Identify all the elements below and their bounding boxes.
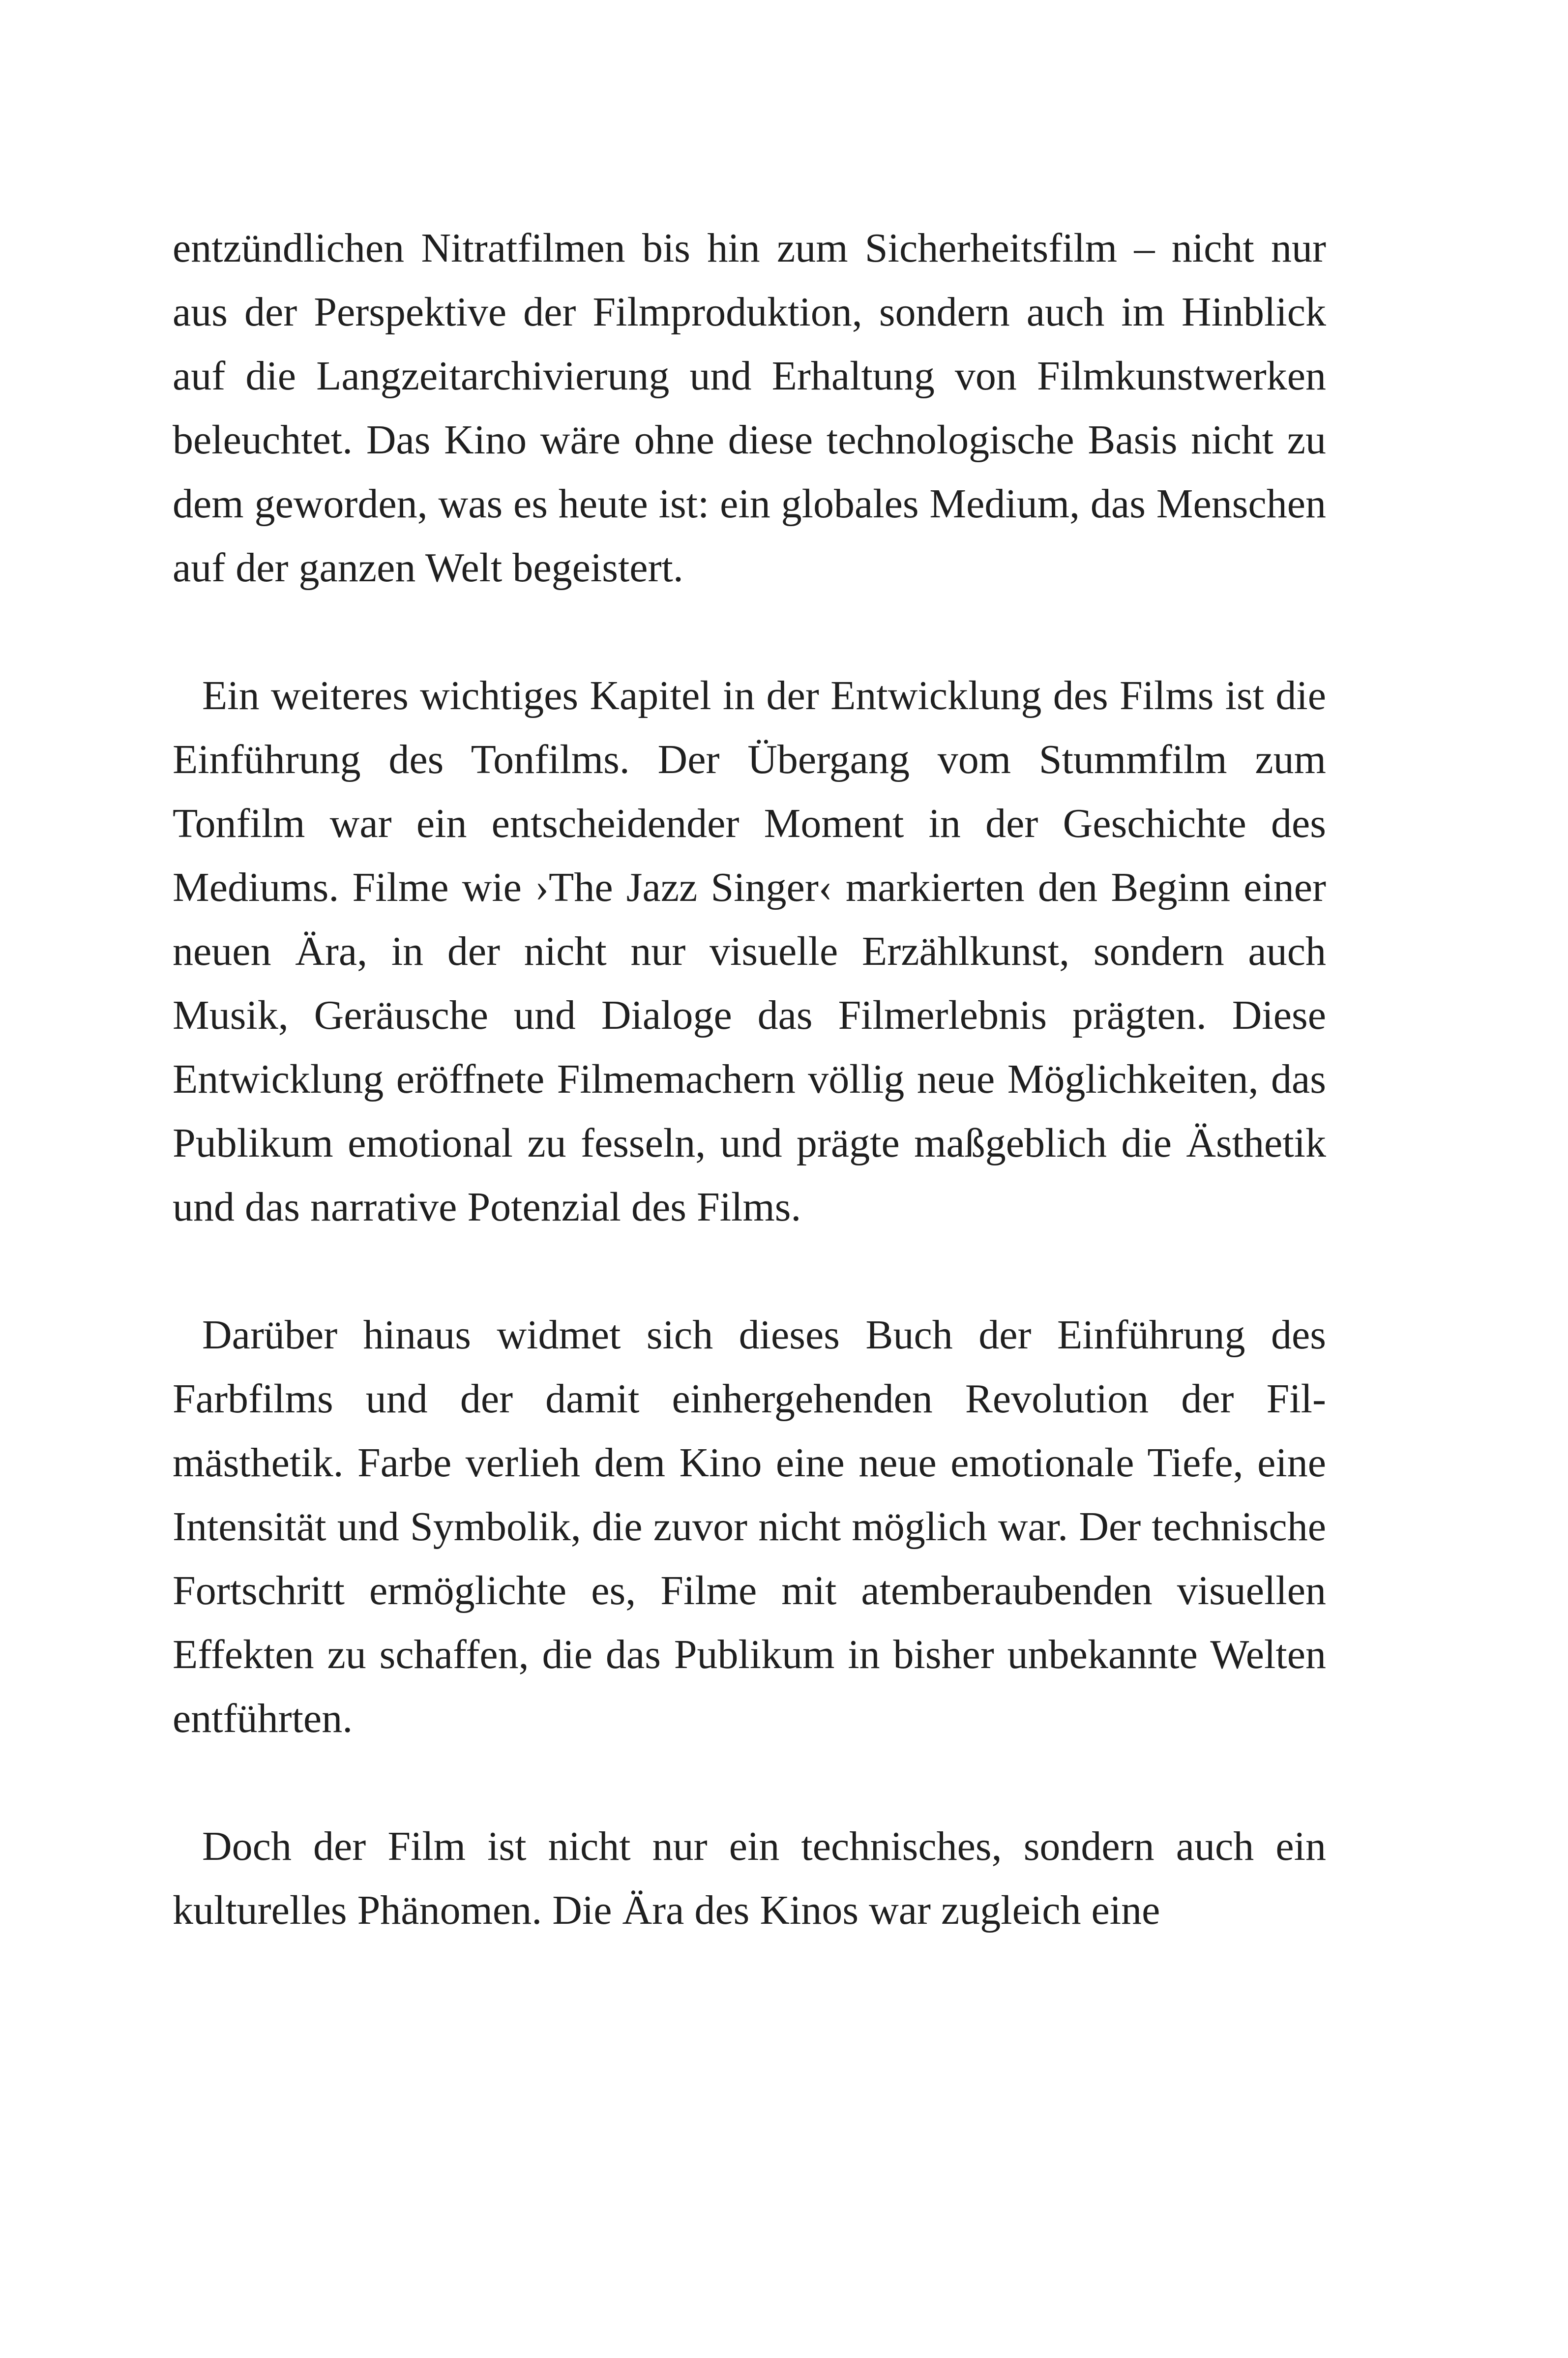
paragraph-sound-film: Ein weiteres wichtiges Kapitel in der Entwicklung des Films ist die Einführung des Tonfilms. Der Übergang vom Stummfilm zum Tonfilm war ein entscheidender Moment in der Geschichte des Mediums. Filme wie ›The Jazz Singer‹ markierten den Beginn einer neuen Ära, in der nicht nur visuelle Erzählkunst, sondern auch Musik, Geräusche und Dialoge das Filmerlebnis prägten. Diese Entwicklung eröffnete Filmemachern völlig neue Möglichkeiten, das Publikum emotional zu fesseln, und prägte maßgeblich die Ästhetik und das narrative Potenzial des Films. bbox=[173, 673, 1326, 1230]
body-text bbox=[173, 216, 1326, 1942]
paragraph-nitrate-film: entzündlichen Nitratfilmen bis hin zum Sicherheitsfilm – nicht nur aus der Perspektive der Filmproduktion, sondern auch im Hinblick auf die Langzeitarchivierung und Erhaltung von Filmkunstwerken beleuchtet. Das Kino wäre ohne diese technologische Basis nicht zu dem geworden, was es heute ist: ein globales Medium, das Menschen auf der ganzen Welt begeistert. bbox=[173, 225, 1326, 591]
paragraph-cultural-phenomenon: Doch der Film ist nicht nur ein technisches, sondern auch ein kulturelles Phänomen. Die Ära des Kinos war zugleich eine bbox=[173, 1823, 1326, 1933]
paragraph-color-film: Darüber hinaus widmet sich dieses Buch der Einführung des Farbfilms und der damit einhergehenden Revolution der Filmästhetik. Farbe verlieh dem Kino eine neue emotionale Tiefe, eine Intensität und Symbolik, die zuvor nicht möglich war. Der technische Fortschritt ermöglichte es, Filme mit atemberaubenden visuellen Effekten zu schaffen, die das Publikum in bisher unbekannte Welten entführten. bbox=[173, 1312, 1326, 1741]
